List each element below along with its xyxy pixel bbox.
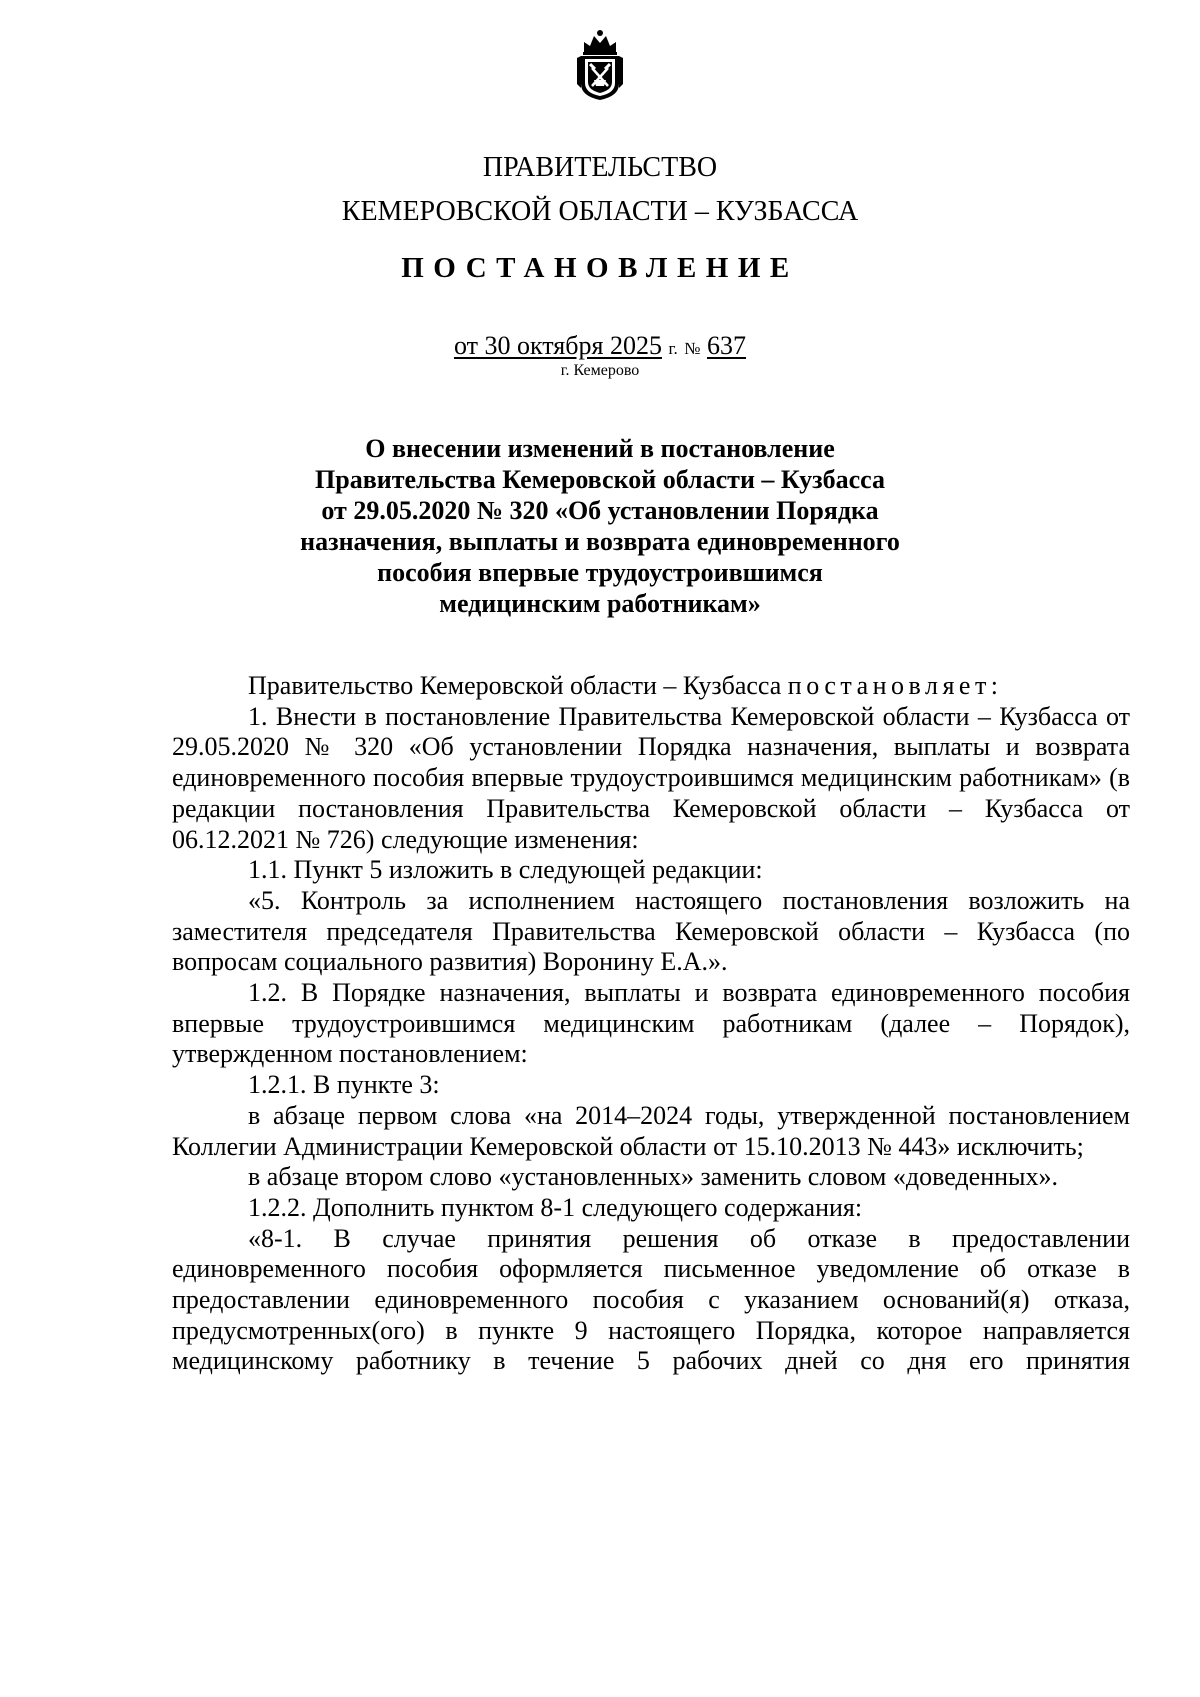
title-line: от 29.05.2020 № 320 «Об установлении Порядка	[321, 496, 879, 525]
paragraph-1-2: 1.2. В Порядке назначения, выплаты и возврата единовременного пособия впервые трудоустроившимся медицинским работникам (далее – Порядок), утвержденном постановлением:	[172, 978, 1130, 1069]
coat-of-arms-emblem	[573, 28, 627, 102]
date-field	[454, 331, 662, 360]
document-date: 30 октября 2025	[484, 331, 662, 360]
paragraph-1-2-2-quote: «8-1. В случае принятия решения об отказе в предоставлении единовременного пособия оформляется письменное уведомление об отказе в предоставлении единовременного пособия с указанием оснований(я) отказа, предусмотренных(ого) в пункте 9 настоящего Порядка, которое направляется медицинскому работнику в течение 5 рабочих дней со дня его принятия	[172, 1223, 1130, 1376]
date-prefix: от	[453, 331, 478, 360]
paragraph-1: 1. Внести в постановление Правительства Кемеровской области – Кузбасса от 29.05.2020 № 320 «Об установлении Порядка назначения, выплаты и возврата единовременного пособия впервые трудоустроившимся медицинским работникам» (в редакции постановления Правительства Кемеровской области – Кузбасса от 06.12.2021 № 726) следующие изменения:	[172, 701, 1130, 854]
paragraph-1-1-quote: «5. Контроль за исполнением настоящего постановления возложить на заместителя председателя Правительства Кемеровской области – Кузбасса (по вопросам социального развития) Воронину Е.А.».	[172, 885, 1130, 977]
paragraph-1-2-1-a: в абзаце первом слова «на 2014–2024 годы, утвержденной постановлением Коллегии Администрации Кемеровской области от 15.10.2013 № 443» исключить;	[172, 1100, 1130, 1161]
year-suffix: г.	[668, 339, 678, 358]
document-title	[0, 433, 1200, 619]
title-line: О внесении изменений в постановление	[365, 434, 835, 463]
intro-text: Правительство Кемеровской области – Кузбасса	[248, 671, 788, 700]
title-line: назначения, выплаты и возврата единовременного	[300, 527, 900, 556]
document-body	[172, 671, 1130, 1377]
title-line: пособия впервые трудоустроившимся	[377, 558, 823, 587]
title-line: медицинским работникам»	[439, 589, 761, 618]
intro-paragraph	[172, 671, 1130, 702]
paragraph-1-1: 1.1. Пункт 5 изложить в следующей редакции:	[248, 855, 763, 885]
document-type: ПОСТАНОВЛЕНИЕ	[401, 252, 799, 284]
intro-spaced-verb: постановляет:	[787, 671, 1003, 700]
paragraph-1-2-2: 1.2.2. Дополнить пунктом 8-1 следующего содержания:	[248, 1192, 863, 1222]
city-of-issue: г. Кемерово	[560, 362, 640, 379]
paragraph-1-2-1: 1.2.1. В пункте 3:	[248, 1070, 440, 1100]
number-sign: №	[684, 339, 701, 358]
date-number-line	[0, 330, 1200, 365]
document-number: 637	[707, 331, 747, 360]
authority-name-line1: ПРАВИТЕЛЬСТВО	[482, 152, 718, 183]
authority-name-line2: КЕМЕРОВСКОЙ ОБЛАСТИ – КУЗБАССА	[341, 196, 859, 227]
kuzbass-coat-of-arms-icon	[573, 28, 627, 102]
title-line: Правительства Кемеровской области – Кузбасса	[315, 465, 885, 494]
paragraph-1-2-1-b: в абзаце втором слово «установленных» заменить словом «доведенных».	[248, 1162, 1058, 1192]
